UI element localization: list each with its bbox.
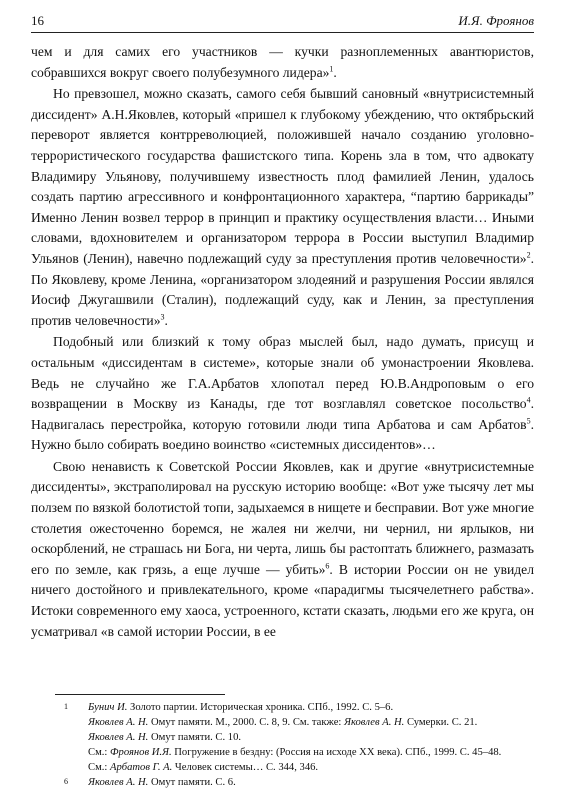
footnote-author: Яковлев А. Н. xyxy=(88,717,149,729)
footnote xyxy=(31,775,534,790)
footnote-text: Золото партии. Историческая хроника. СПб., 1992. С. 5–6. xyxy=(127,702,394,713)
paragraph-3: Подобный или близкий к тому образ мыслей был, надо думать, присущ и остальным «диссидентам в системе», которые знали об умонастроении Яковлева. Ведь не случайно же Г.А.Арбатов хлопотал перед Ю.В.Андроповым о его возвращении в Москву из Канады, где тот возглавлял советское посольство$^4$. Надвигалась перестройка, которую готовили люди типа Арбатова и сам Арбатов$^5$. Нужно было собирать воедино воинство «системных диссидентов»… xyxy=(31,334,534,453)
footnote-text: См.: xyxy=(88,762,111,774)
footnote-line xyxy=(88,730,534,745)
footnote-text: Омут памяти. М., 2000. С. 8, 9. См. также: xyxy=(148,717,344,729)
footnote-text: Погружение в бездну: (Россия на исходе XX века). СПб., 1999. С. 45–48. xyxy=(171,747,502,759)
footnote xyxy=(31,700,534,775)
page-number: 16 xyxy=(31,13,44,28)
footnote-ref-6: 6 xyxy=(325,561,330,571)
footnote-author: Арбатов Г. А. xyxy=(110,762,173,774)
paragraph-4: Свою ненависть к Советской России Яковлев, как и другие «внутрисистемные диссиденты», экстраполировал на русскую историю вообще: «Вот уже тысячу лет мы ползем по вязкой болотистой топи, задыхаемся в нищете и бесправии. Вот уже многие столетия ожесточенно боремся, не жалея ни желчи, ни чернил, ни ярлыков, ни оскорблений, не страшась ни Бога, ни черта, лишь бы растоптать ближнего, размазать его по земле, как грязь, а еще лучше — убить»$^6$. В истории России он не увидел ничего достойного и привлекательного, кроме «парадигмы тысячелетнего рабства». Истоки современного ему хаоса, устроенного, кстати сказать, людьми его же круга, он усматривал «в самой истории России, в ее xyxy=(31,458,534,639)
running-header xyxy=(31,8,534,33)
footnote-text: Омут памяти. С. 6. xyxy=(148,777,236,789)
footnote-ref-4: 4 xyxy=(526,395,531,405)
footnote-author: Фроянов И.Я. xyxy=(110,747,172,759)
footnote-author: Яковлев А. Н. xyxy=(88,732,149,744)
footnote-line xyxy=(88,700,534,715)
footnote-ref-3: 3 xyxy=(160,312,165,322)
footnote-author: Яковлев А. Н. xyxy=(88,777,149,789)
footnote-author: Бунич И. xyxy=(88,702,128,713)
footnote-ref-5: 5 xyxy=(526,416,531,426)
running-head-author: И.Я. Фроянов xyxy=(458,13,534,28)
footnote-ref-2: 2 xyxy=(526,250,531,260)
body-text xyxy=(31,42,534,643)
footnote-number: 1 xyxy=(64,702,68,711)
footnotes xyxy=(31,700,534,791)
footnote-ref-1: 1 xyxy=(329,64,334,74)
footnote-line xyxy=(88,715,534,730)
footnote-line xyxy=(88,760,534,775)
footnote-author: Яковлев А. Н. xyxy=(343,717,405,729)
footnote-line xyxy=(88,775,534,790)
footnote-line xyxy=(88,745,534,760)
footnote-text: Сумерки. С. 21. xyxy=(404,717,478,729)
footnote-text: См.: xyxy=(88,747,111,759)
paragraph-2: Но превзошел, можно сказать, самого себя бывший сановный «внутрисистемный диссидент» А.Н.Яковлев, который «пришел к глубокому убеждению, что октябрьский переворот является контрреволюцией, положившей начало созданию уголовно-террористического государства фашистского типа. Корень зла в том, что адвокату Владимиру Ульянову, получившему известность плод фамилией Ленин, удалось создать партию агрессивного и конфронтационного характера, “партию баррикады” Именно Ленин возвел террор в принцип и практику осуществления власти… Иными словами, вдохновителем и организатором террора в России выступил Владимир Ульянов (Ленин), навечно подлежащий суду за преступления против человечности»$^2$. По Яковлеву, кроме Ленина, «организатором злодеяний и разрушения России являлся Иосиф Джугашвили (Сталин), подлежащий суду, как и Ленин, за преступления против человечности»$^3$. xyxy=(31,86,534,328)
paragraph-1: чем и для самих его участников — кучки разноплеменных авантюристов, собравшихся вокруг своего полубезумного лидера»$^1$. xyxy=(31,44,534,80)
footnote-separator xyxy=(55,694,225,695)
footnote-text: Омут памяти. С. 10. xyxy=(148,732,242,744)
footnote-number: 6 xyxy=(64,777,68,787)
footnote-text: Человек системы… С. 344, 346. xyxy=(172,762,319,774)
